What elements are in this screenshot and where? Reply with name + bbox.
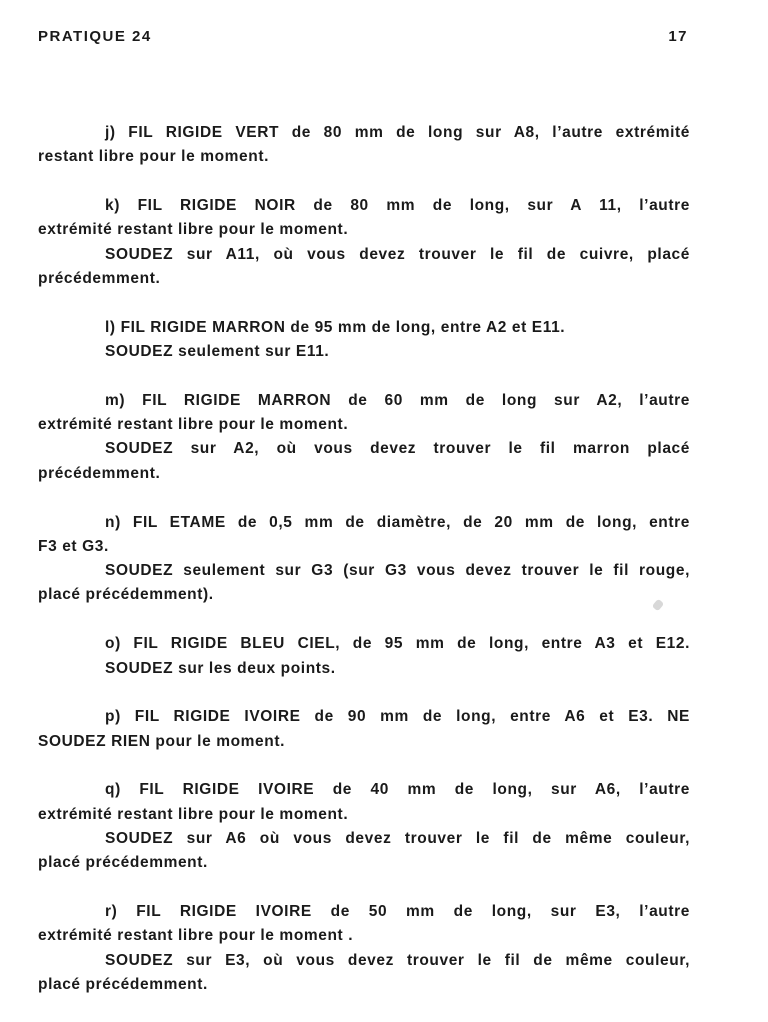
instruction-line: précédemment. xyxy=(38,269,161,287)
instruction-line: placé précédemment). xyxy=(38,586,214,604)
instruction-line: placé précédemment. xyxy=(38,976,208,994)
instruction-line: q) FIL RIGIDE IVOIRE de 40 mm de long, sur A6, l’autre xyxy=(105,781,690,799)
instruction-item xyxy=(38,194,690,291)
instruction-line: p) FIL RIGIDE IVOIRE de 90 mm de long, entre A6 et E3. NE xyxy=(105,708,690,726)
instruction-line: l) FIL RIGIDE MARRON de 95 mm de long, entre A2 et E11. xyxy=(105,318,566,336)
instruction-line: restant libre pour le moment. xyxy=(38,148,269,166)
instruction-line: précédemment. xyxy=(38,464,161,482)
instruction-line: extrémité restant libre pour le moment . xyxy=(38,927,354,945)
instruction-line: o) FIL RIGIDE BLEU CIEL, de 95 mm de long, entre A3 et E12. xyxy=(105,635,690,653)
instruction-line: SOUDEZ RIEN pour le moment. xyxy=(38,732,285,750)
instruction-line: SOUDEZ sur E3, où vous devez trouver le fil de même couleur, xyxy=(105,951,690,969)
instruction-line: k) FIL RIGIDE NOIR de 80 mm de long, sur A 11, l’autre xyxy=(105,197,690,215)
instruction-line: r) FIL RIGIDE IVOIRE de 50 mm de long, sur E3, l’autre xyxy=(105,903,690,921)
instruction-line: extrémité restant libre pour le moment. xyxy=(38,416,349,434)
instruction-line: m) FIL RIGIDE MARRON de 60 mm de long sur A2, l’autre xyxy=(105,391,690,409)
instruction-line: extrémité restant libre pour le moment. xyxy=(38,221,349,239)
instruction-item xyxy=(38,900,690,997)
instruction-item xyxy=(38,511,690,608)
instruction-line: F3 et G3. xyxy=(38,537,109,555)
instruction-line: SOUDEZ sur A11, où vous devez trouver le fil de cuivre, placé xyxy=(105,245,690,263)
instruction-line: SOUDEZ sur A2, où vous devez trouver le fil marron placé xyxy=(105,440,690,458)
instruction-line: SOUDEZ sur A6 où vous devez trouver le fil de même couleur, xyxy=(105,830,690,848)
instruction-line: SOUDEZ seulement sur G3 (sur G3 vous devez trouver le fil rouge, xyxy=(105,562,690,580)
instruction-list xyxy=(38,121,690,1022)
instruction-item xyxy=(38,389,690,486)
instruction-item xyxy=(38,121,690,170)
page-number: 17 xyxy=(668,28,688,45)
instruction-line: placé précédemment. xyxy=(38,854,208,872)
page-header xyxy=(38,28,688,45)
running-title: PRATIQUE 24 xyxy=(38,28,152,45)
instruction-item xyxy=(38,316,690,365)
instruction-item xyxy=(38,632,690,681)
instruction-line: n) FIL ETAME de 0,5 mm de diamètre, de 20 mm de long, entre xyxy=(105,513,690,531)
instruction-item xyxy=(38,705,690,754)
instruction-line: extrémité restant libre pour le moment. xyxy=(38,805,349,823)
instruction-line: SOUDEZ sur les deux points. xyxy=(105,659,336,677)
instruction-item xyxy=(38,778,690,875)
instruction-line: j) FIL RIGIDE VERT de 80 mm de long sur A8, l’autre extrémité xyxy=(105,124,690,141)
instruction-line: SOUDEZ seulement sur E11. xyxy=(105,343,330,361)
